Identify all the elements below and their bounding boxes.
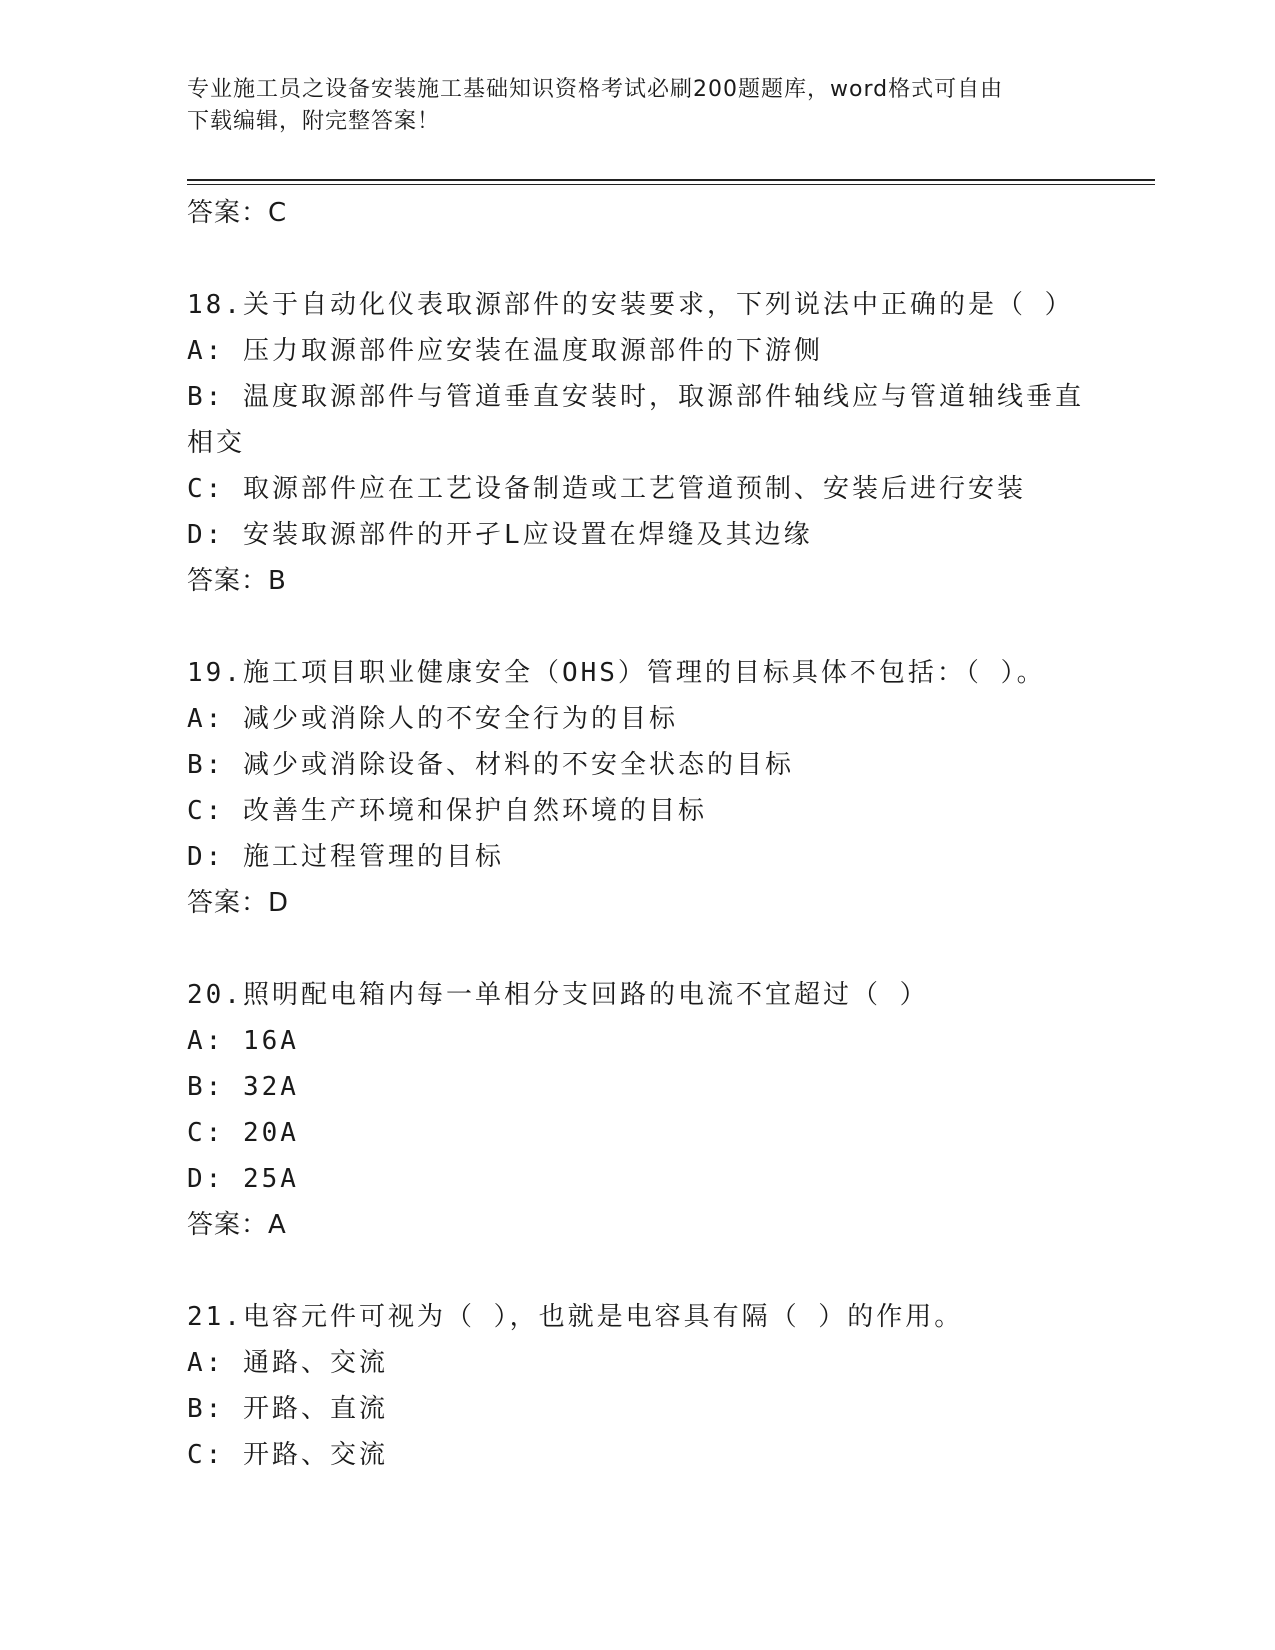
spacer <box>187 926 1147 972</box>
question-20 <box>187 972 1147 1248</box>
header-line-1: 专业施工员之设备安装施工基础知识资格考试必刷200题题库，word格式可自由 <box>187 77 1004 102</box>
option-b-continued: 相交 <box>187 428 246 458</box>
question-list <box>187 190 1147 1478</box>
previous-answer: 答案：C <box>187 198 288 228</box>
question-19 <box>187 650 1147 926</box>
spacer <box>187 236 1147 282</box>
option-c: C: 取源部件应在工艺设备制造或工艺管道预制、安装后进行安装 <box>187 474 1026 504</box>
option-c: C: 改善生产环境和保护自然环境的目标 <box>187 796 707 826</box>
option-b: B: 减少或消除设备、材料的不安全状态的目标 <box>187 750 794 780</box>
question-stem: 20.照明配电箱内每一单相分支回路的电流不宜超过（ ） <box>187 980 929 1010</box>
answer: 答案：B <box>187 566 287 596</box>
option-a: A: 压力取源部件应安装在温度取源部件的下游侧 <box>187 336 823 366</box>
answer: 答案：D <box>187 888 290 918</box>
question-stem: 21.电容元件可视为（ ），也就是电容具有隔（ ）的作用。 <box>187 1302 964 1332</box>
option-b: B: 开路、直流 <box>187 1394 388 1424</box>
question-18 <box>187 282 1147 604</box>
option-d: D: 安装取源部件的开孑L应设置在焊缝及其边缘 <box>187 520 813 550</box>
question-stem: 18.关于自动化仪表取源部件的安装要求，下列说法中正确的是（ ） <box>187 290 1074 320</box>
spacer <box>187 604 1147 650</box>
option-a: A: 16A <box>187 1026 299 1056</box>
option-b: B: 温度取源部件与管道垂直安装时，取源部件轴线应与管道轴线垂直 <box>187 382 1084 412</box>
document-header <box>187 74 1087 138</box>
question-stem: 19.施工项目职业健康安全（OHS）管理的目标具体不包括：（ ）。 <box>187 658 1046 688</box>
header-line-2: 下载编辑，附完整答案！ <box>187 109 441 134</box>
answer: 答案：A <box>187 1210 287 1240</box>
option-c: C: 20A <box>187 1118 299 1148</box>
question-21 <box>187 1294 1147 1478</box>
option-b: B: 32A <box>187 1072 299 1102</box>
option-d: D: 施工过程管理的目标 <box>187 842 504 872</box>
option-c: C: 开路、交流 <box>187 1440 388 1470</box>
header-divider-thin <box>187 184 1155 185</box>
option-a: A: 减少或消除人的不安全行为的目标 <box>187 704 678 734</box>
option-a: A: 通路、交流 <box>187 1348 388 1378</box>
header-divider-thick <box>187 179 1155 181</box>
option-d: D: 25A <box>187 1164 299 1194</box>
spacer <box>187 1248 1147 1294</box>
